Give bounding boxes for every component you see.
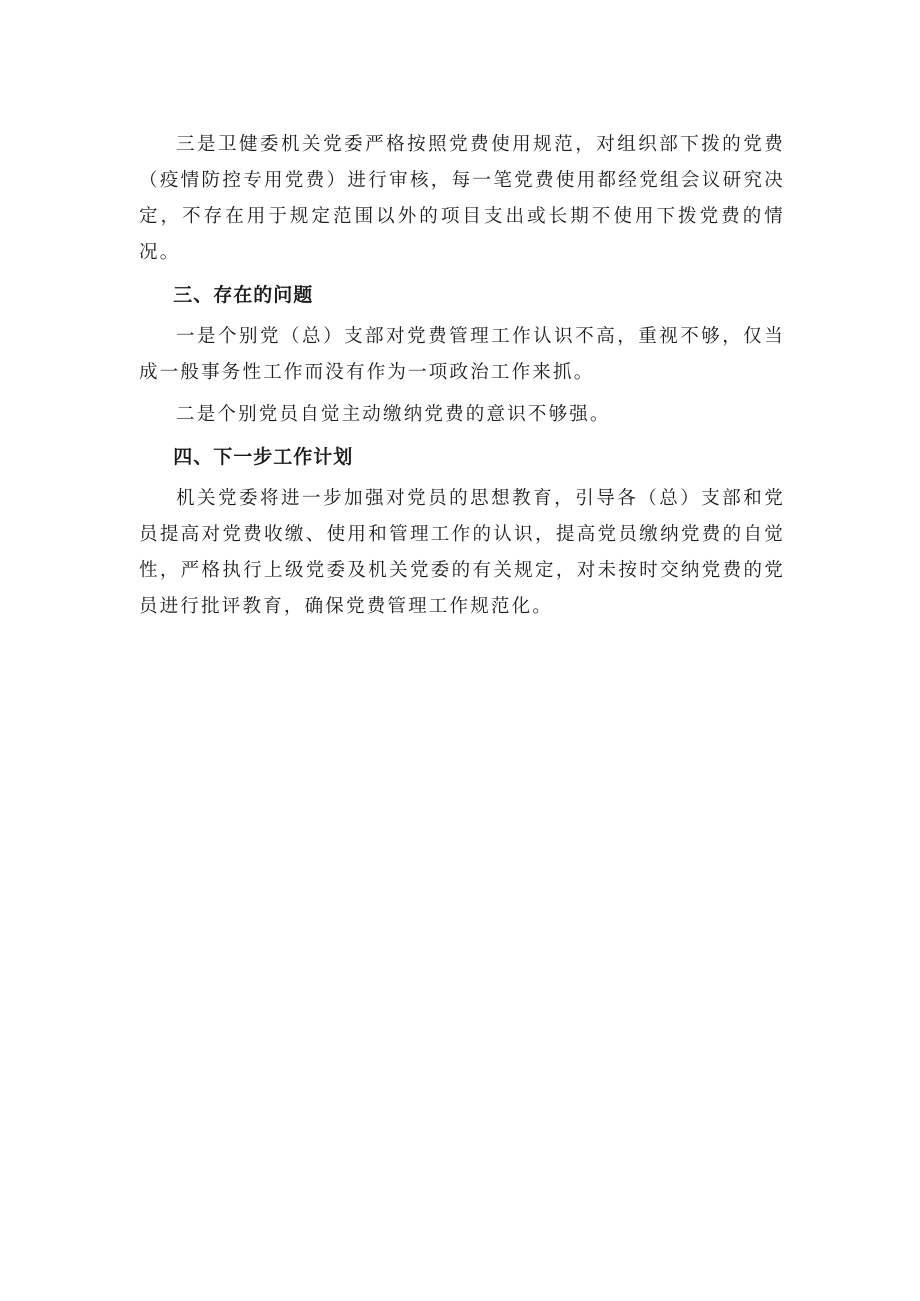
paragraph-problem-2: 二是个别党员自觉主动缴纳党费的意识不够强。	[176, 404, 611, 425]
paragraph-audit: 三是卫健委机关党委严格按照党费使用规范，对组织部下拨的党费（疫情防控专用党费）进行审核，每一笔党费使用都经党组会议研究决定，不存在用于规定范围以外的项目支出或长期不使用下拨党费的情况。	[139, 134, 785, 263]
section-heading-problems: 三、存在的问题	[173, 284, 314, 306]
paragraph-problem-1: 一是个别党（总）支部对党费管理工作认识不高，重视不够，仅当成一般事务性工作而没有作为一项政治工作来抓。	[139, 326, 785, 383]
paragraph-next-plan: 机关党委将进一步加强对党员的思想教育，引导各（总）支部和党员提高对党费收缴、使用和管理工作的认识，提高党员缴纳党费的自觉性，严格执行上级党委及机关党委的有关规定，对未按时交纳党费的党员进行批评教育，确保党费管理工作规范化。	[139, 488, 785, 617]
section-heading-next-plan: 四、下一步工作计划	[173, 446, 354, 468]
document-page	[139, 127, 785, 631]
